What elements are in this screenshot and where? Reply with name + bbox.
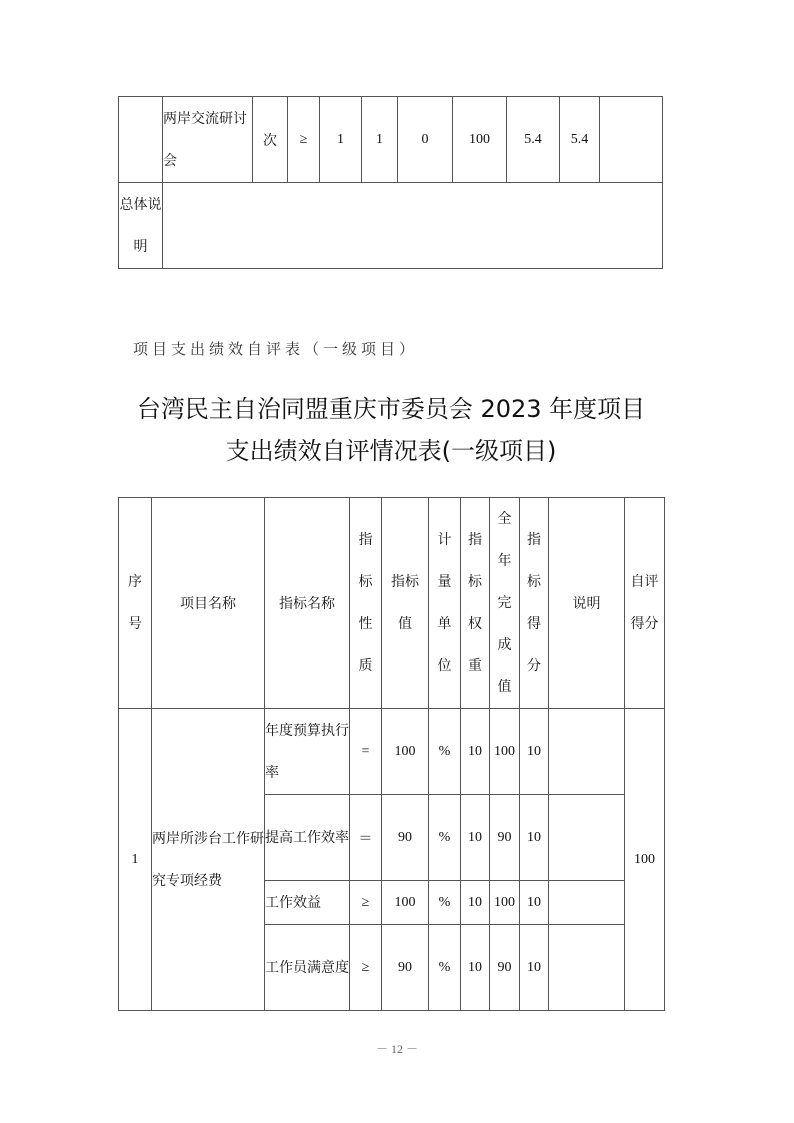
indicator-name-cell: 工作员满意度	[265, 925, 350, 1011]
weight-cell: 10	[461, 795, 490, 881]
title-line-2: 支出绩效自评情况表(一级项目)	[225, 437, 557, 465]
header-weight: 指标权重	[461, 498, 490, 709]
nature-cell: ＝	[350, 795, 382, 881]
unit-cell: %	[429, 881, 461, 925]
header-remark: 说明	[549, 498, 625, 709]
score-cell: 5.4	[560, 97, 600, 183]
summary-label: 总体说明	[119, 183, 163, 269]
score-cell: 10	[520, 881, 549, 925]
annual-cell: 90	[490, 925, 520, 1011]
annual-cell: 90	[490, 795, 520, 881]
header-indicator-value: 指标值	[382, 498, 429, 709]
weight-cell: 10	[461, 709, 490, 795]
indicator-name-cell: 工作效益	[265, 881, 350, 925]
value-cell: 90	[382, 795, 429, 881]
unit-cell: 次	[253, 97, 288, 183]
previous-table-fragment	[118, 96, 663, 269]
indicator-name-cell: 提高工作效率	[265, 795, 350, 881]
nature-cell: ≥	[350, 881, 382, 925]
value-cell: 90	[382, 925, 429, 1011]
actual-cell: 1	[362, 97, 398, 183]
nature-cell: ≥	[350, 925, 382, 1011]
header-seq: 序号	[119, 498, 152, 709]
weight-cell: 5.4	[507, 97, 560, 183]
weight-cell: 10	[461, 881, 490, 925]
indicator-name-cell: 年度预算执行率	[265, 709, 350, 795]
remark-cell	[600, 97, 663, 183]
indicator-name-cell: 两岸交流研讨会	[163, 97, 253, 183]
header-indicator-nature: 指标性质	[350, 498, 382, 709]
page-title	[118, 388, 664, 472]
value-cell: 100	[382, 709, 429, 795]
header-self-score: 自评得分	[625, 498, 665, 709]
table-note: 项目支出绩效自评表（一级项目）	[133, 340, 419, 358]
remark-cell	[549, 925, 625, 1011]
title-line-1: 台湾民主自治同盟重庆市委员会 2023 年度项目	[136, 395, 646, 423]
annual-cell: 100	[490, 709, 520, 795]
unit-cell: %	[429, 709, 461, 795]
seq-cell: 1	[119, 709, 152, 1011]
header-project-name: 项目名称	[152, 498, 265, 709]
annual-cell: 100	[490, 881, 520, 925]
value-cell: 100	[382, 881, 429, 925]
header-annual-value: 全年完成值	[490, 498, 520, 709]
completion-cell: 100	[453, 97, 507, 183]
weight-cell: 10	[461, 925, 490, 1011]
remark-cell	[549, 795, 625, 881]
summary-row	[119, 183, 663, 269]
header-unit: 计量单位	[429, 498, 461, 709]
score-cell: 10	[520, 709, 549, 795]
table-row	[119, 97, 663, 183]
unit-cell: %	[429, 925, 461, 1011]
project-cell	[119, 97, 163, 183]
header-indicator-score: 指标得分	[520, 498, 549, 709]
nature-cell: ≥	[288, 97, 320, 183]
table-row	[119, 709, 665, 795]
score-cell: 10	[520, 925, 549, 1011]
score-cell: 10	[520, 795, 549, 881]
self-score-cell: 100	[625, 709, 665, 1011]
project-name-cell: 两岸所涉台工作研究专项经费	[152, 709, 265, 1011]
remark-cell	[549, 709, 625, 795]
header-indicator-name: 指标名称	[265, 498, 350, 709]
target-cell: 1	[320, 97, 362, 183]
performance-table	[118, 497, 665, 1011]
deviation-cell: 0	[398, 97, 453, 183]
remark-cell	[549, 881, 625, 925]
page-number: － 12 －	[375, 1042, 418, 1056]
summary-text	[163, 183, 663, 269]
unit-cell: %	[429, 795, 461, 881]
nature-cell: =	[350, 709, 382, 795]
header-row	[119, 498, 665, 709]
